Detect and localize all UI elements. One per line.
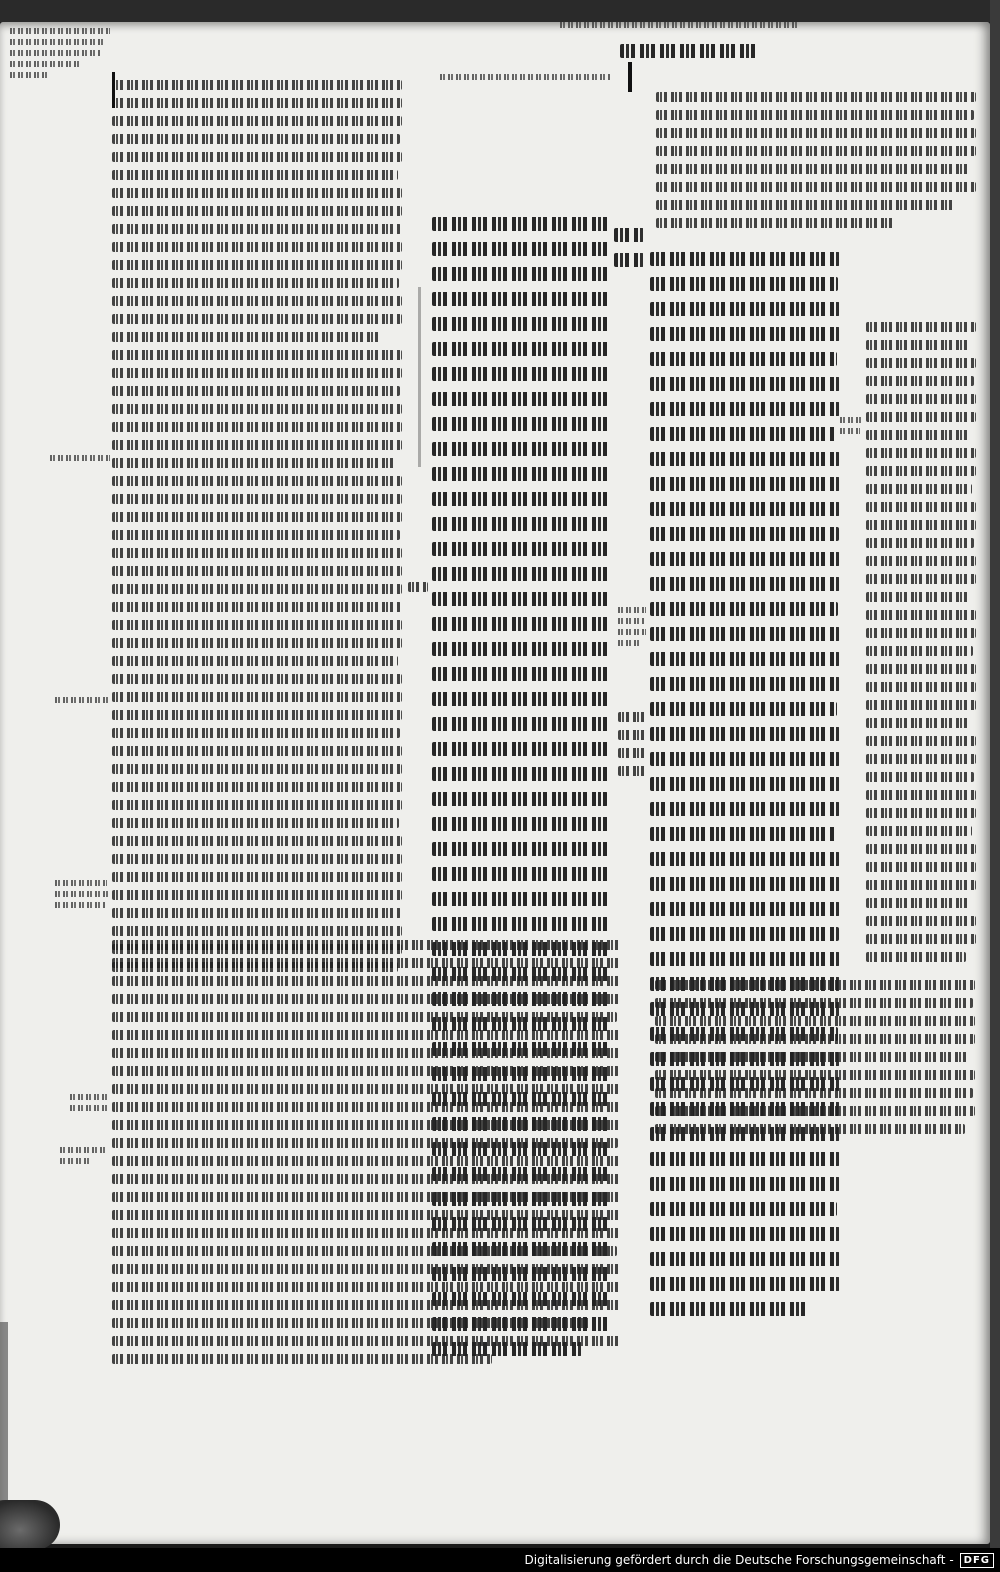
gloss-lower-left (112, 940, 622, 1372)
top-left-annotation (10, 28, 120, 83)
inter-column-note-5 (840, 417, 864, 439)
decorated-initial (112, 72, 139, 108)
margin-note-2 (55, 697, 110, 708)
margin-note-1 (50, 455, 110, 466)
footer-bar (0, 1548, 1000, 1572)
inter-column-note-4 (614, 228, 650, 278)
manuscript-page (0, 22, 990, 1544)
heading-annotation (440, 74, 620, 85)
main-text-column-right (650, 252, 840, 1327)
margin-note-5 (60, 1147, 105, 1169)
right-scan-border (990, 0, 1000, 1572)
inter-column-note-3 (408, 582, 430, 600)
decorated-initial-right (628, 62, 654, 92)
margin-note-4 (70, 1094, 110, 1116)
scanner-finger (0, 1500, 60, 1550)
gloss-column-far-right (866, 322, 976, 970)
footer-credit: Digitalisierung gefördert durch die Deutsche Forschungsgemeinschaft - (524, 1553, 954, 1567)
margin-note-3 (55, 880, 110, 913)
running-header (560, 22, 820, 33)
top-scan-border (0, 0, 1000, 22)
decorated-initial-main (418, 287, 435, 467)
inter-column-note-1 (618, 607, 648, 651)
inter-column-note-2 (618, 712, 648, 784)
gloss-column-left (112, 80, 402, 980)
dfg-logo: DFG (960, 1553, 994, 1568)
gloss-column-upper-right (656, 92, 976, 236)
binding-gutter (0, 1322, 8, 1522)
gloss-lower-right (655, 980, 975, 1142)
